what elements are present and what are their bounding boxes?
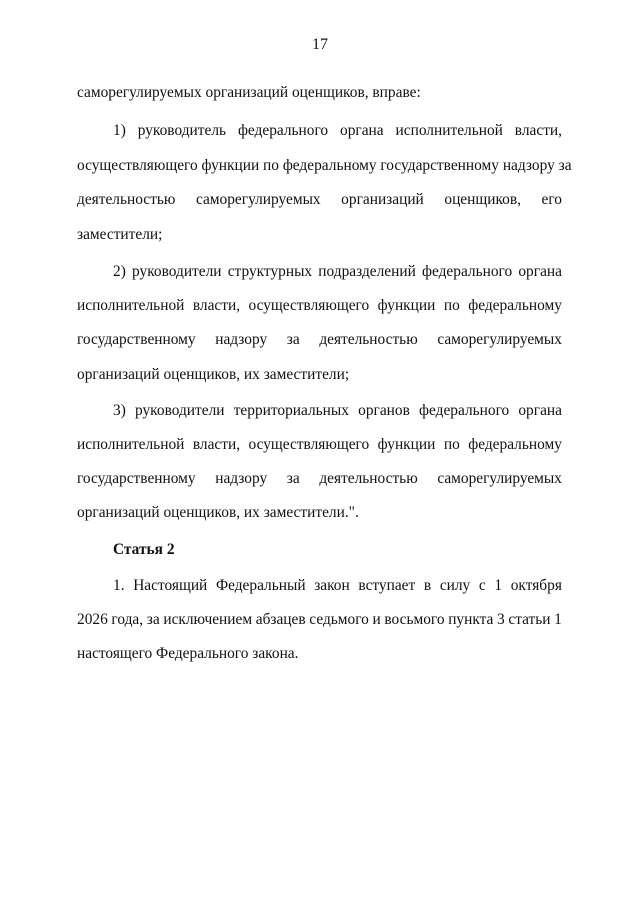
- text-line: заместители;: [77, 226, 163, 243]
- word: власти,: [192, 297, 241, 314]
- word: Настоящий: [133, 577, 208, 594]
- word: органа: [518, 263, 562, 280]
- word: Федеральный: [215, 577, 306, 594]
- word: осуществляющего: [248, 297, 370, 314]
- word: года,: [111, 611, 144, 628]
- word: руководители: [134, 402, 225, 419]
- text-line: [77, 190, 562, 210]
- word: 1.: [113, 577, 125, 594]
- word: организаций: [341, 191, 424, 208]
- word: 3): [113, 402, 126, 419]
- word: руководители: [132, 263, 222, 280]
- word: 1: [554, 611, 562, 628]
- word: федерального: [237, 122, 329, 139]
- word: федеральному: [468, 297, 562, 314]
- text-line: саморегулируемых организаций оценщиков, вправе:: [77, 84, 421, 101]
- word: саморегулируемых: [195, 191, 321, 208]
- word: исполнительной: [395, 122, 503, 139]
- text-line: [113, 262, 562, 282]
- text-line: [113, 576, 562, 596]
- word: исполнительной: [77, 297, 185, 314]
- word: надзору: [215, 470, 268, 487]
- text-line: [77, 610, 562, 630]
- word: с: [478, 577, 486, 594]
- word: саморегулируемых: [437, 470, 562, 487]
- word: исполнительной: [77, 436, 185, 453]
- word: в: [423, 577, 432, 594]
- word: оценщиков,: [444, 191, 521, 208]
- word: федерального: [422, 263, 513, 280]
- article-heading: Статья 2: [113, 541, 175, 558]
- word: осуществляющего: [248, 436, 370, 453]
- word: органов: [358, 402, 410, 419]
- word: по: [443, 436, 460, 453]
- word: 2): [113, 263, 126, 280]
- word: его: [541, 191, 562, 208]
- text-line: организаций оценщиков, их заместители;: [77, 366, 350, 383]
- word: седьмого: [309, 611, 369, 628]
- word: власти,: [514, 122, 562, 139]
- word: абзацев: [255, 611, 306, 628]
- word: саморегулируемых: [437, 331, 562, 348]
- word: власти,: [192, 436, 241, 453]
- word: подразделений: [318, 263, 416, 280]
- word: исключением: [163, 611, 253, 628]
- word: территориальных: [233, 402, 349, 419]
- word: структурных: [227, 263, 313, 280]
- word: силу: [439, 577, 471, 594]
- text-line: [113, 121, 562, 141]
- text-line: [77, 330, 562, 350]
- word: пункта: [448, 611, 494, 628]
- word: за: [146, 611, 160, 628]
- word: октября: [510, 577, 562, 594]
- word: государственному: [77, 470, 196, 487]
- word: федеральному: [468, 436, 562, 453]
- word: органа: [340, 122, 384, 139]
- word: и: [372, 611, 381, 628]
- word: 3: [497, 611, 505, 628]
- text-line: [77, 435, 562, 455]
- word: за: [286, 331, 300, 348]
- word: за: [286, 470, 300, 487]
- word: деятельностью: [319, 331, 418, 348]
- text-line: осуществляющего функции по федеральному государственному надзору за: [77, 157, 572, 174]
- page-number: 17: [312, 36, 328, 53]
- word: функции: [377, 297, 436, 314]
- word: вступает: [358, 577, 416, 594]
- word: 1: [494, 577, 503, 594]
- text-line: настоящего Федерального закона.: [77, 645, 299, 662]
- text-line: [77, 469, 562, 489]
- word: государственному: [77, 331, 196, 348]
- word: надзору: [215, 331, 268, 348]
- word: 1): [113, 122, 126, 139]
- word: деятельностью: [77, 191, 176, 208]
- text-line: организаций оценщиков, их заместители.".: [77, 504, 359, 521]
- text-line: [77, 296, 562, 316]
- word: закон: [314, 577, 350, 594]
- word: по: [443, 297, 460, 314]
- text-line: [113, 401, 562, 421]
- word: восьмого: [384, 611, 445, 628]
- word: деятельностью: [319, 470, 418, 487]
- word: 2026: [77, 611, 108, 628]
- word: руководитель: [137, 122, 227, 139]
- word: статьи: [508, 611, 551, 628]
- word: органа: [518, 402, 562, 419]
- word: функции: [377, 436, 436, 453]
- word: федерального: [419, 402, 510, 419]
